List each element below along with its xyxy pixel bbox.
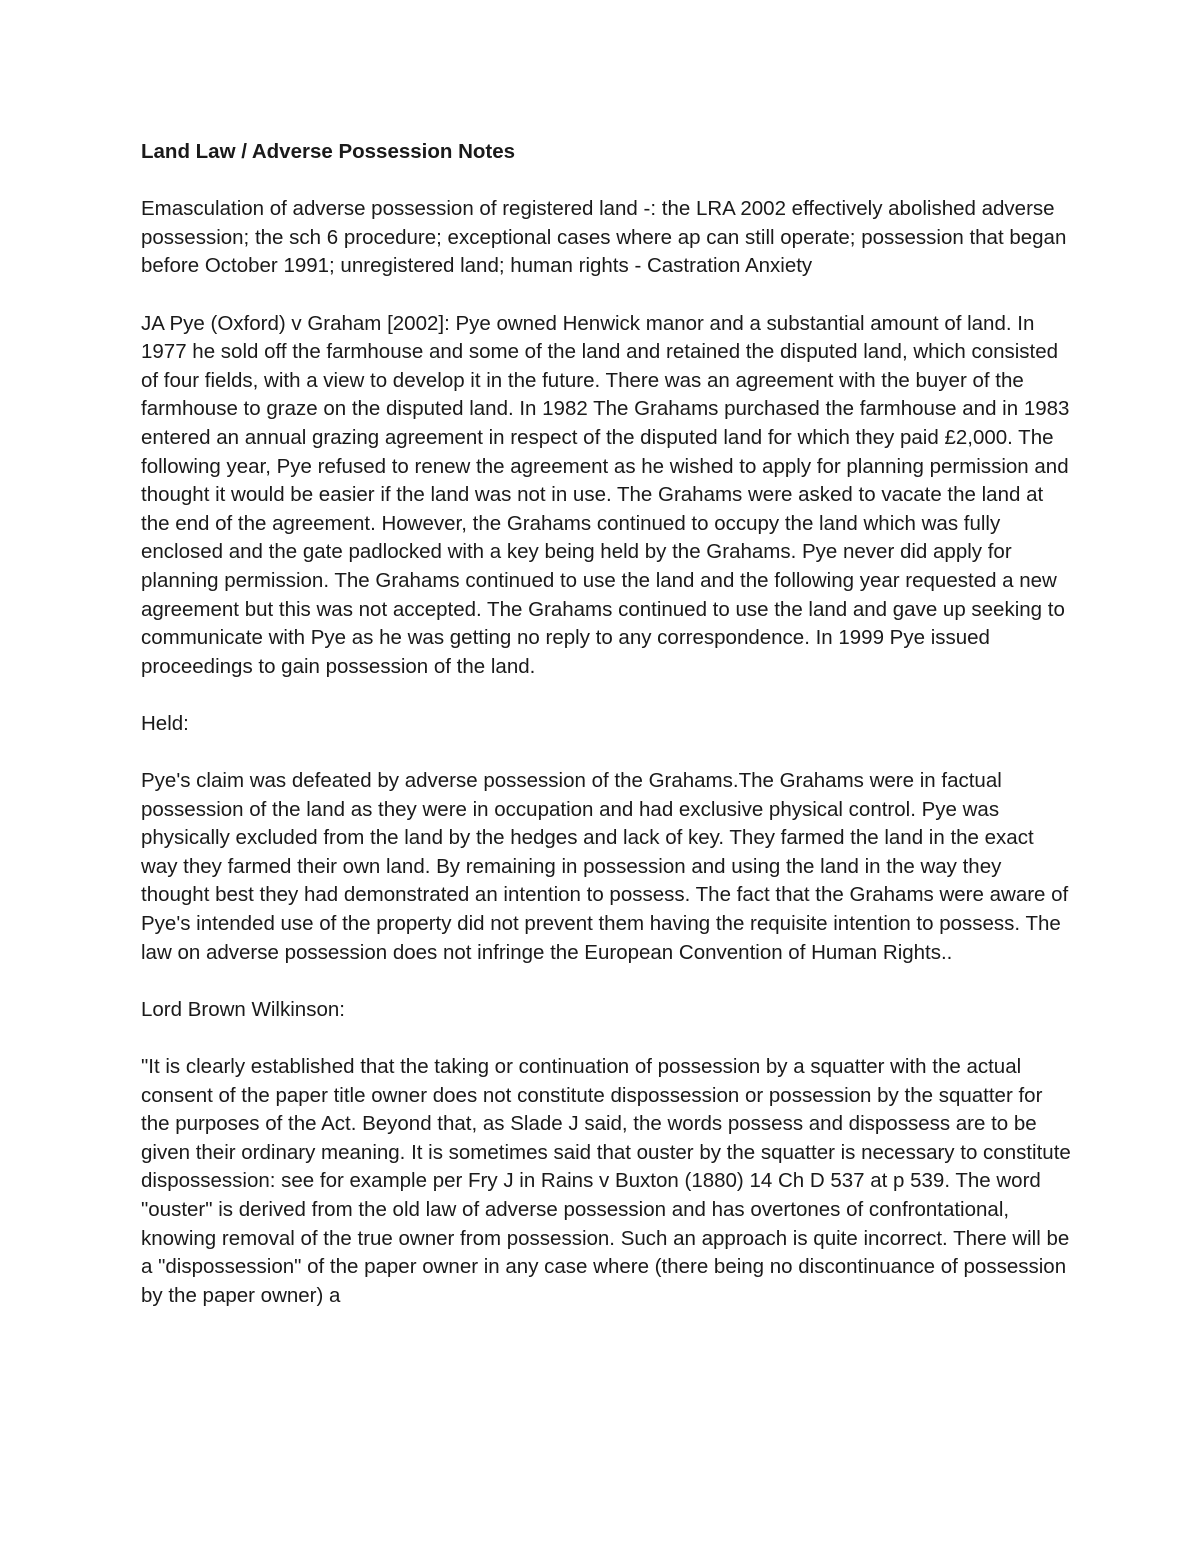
paragraph-judge-heading: Lord Brown Wilkinson: (141, 997, 345, 1021)
document-body (141, 138, 1071, 1339)
paragraph-intro: Emasculation of adverse possession of registered land -: the LRA 2002 effectively abolished adverse possession; the sch 6 procedure; exceptional cases where ap can still operate; possession that began before October 1991; unregistered land; human rights - Castration Anxiety (141, 197, 1067, 278)
paragraph-case-facts: JA Pye (Oxford) v Graham [2002]: Pye owned Henwick manor and a substantial amount of land. In 1977 he sold off the farmhouse and some of the land and retained the disputed land, which consisted of four fields, with a view to develop it in the future. There was an agreement with the buyer of the farmhouse to graze on the disputed land. In 1982 The Grahams purchased the farmhouse and in 1983 entered an annual grazing agreement in respect of the disputed land for which they paid £2,000. The following year, Pye refused to renew the agreement as he wished to apply for planning permission and thought it would be easier if the land was not in use. The Grahams were asked to vacate the land at the end of the agreement. However, the Grahams continued to occupy the land which was fully enclosed and the gate padlocked with a key being held by the Grahams. Pye never did apply for planning permission. The Grahams continued to use the land and the following year requested a new agreement but this was not accepted. The Grahams continued to use the land and gave up seeking to communicate with Pye as he was getting no reply to any correspondence. In 1999 Pye issued proceedings to gain possession of the land. (141, 311, 1070, 678)
paragraph-held: Pye's claim was defeated by adverse possession of the Grahams.The Grahams were in factual possession of the land as they were in occupation and had exclusive physical control. Pye was physically excluded from the land by the hedges and lack of key. They farmed the land in the exact way they farmed their own land. By remaining in possession and using the land in the way they thought best they had demonstrated an intention to possess. The fact that the Grahams were aware of Pye's intended use of the property did not prevent them having the requisite intention to possess. The law on adverse possession does not infringe the European Convention of Human Rights.. (141, 769, 1069, 964)
document-title: Land Law / Adverse Possession Notes (141, 140, 516, 163)
paragraph-quote: "It is clearly established that the taking or continuation of possession by a squatter with the actual consent of the paper title owner does not constitute dispossession or possession by the squatter for the purposes of the Act. Beyond that, as Slade J said, the words possess and dispossess are to be given their ordinary meaning. It is sometimes said that ouster by the squatter is necessary to constitute dispossession: see for example per Fry J in Rains v Buxton (1880) 14 Ch D 537 at p 539. The word "ouster" is derived from the old law of adverse possession and has overtones of confrontational, knowing removal of the true owner from possession. Such an approach is quite incorrect. There will be a "dispossession" of the paper owner in any case where (there being no discontinuance of possession by the paper owner) a (141, 1055, 1071, 1307)
paragraph-held-heading: Held: (141, 711, 189, 735)
